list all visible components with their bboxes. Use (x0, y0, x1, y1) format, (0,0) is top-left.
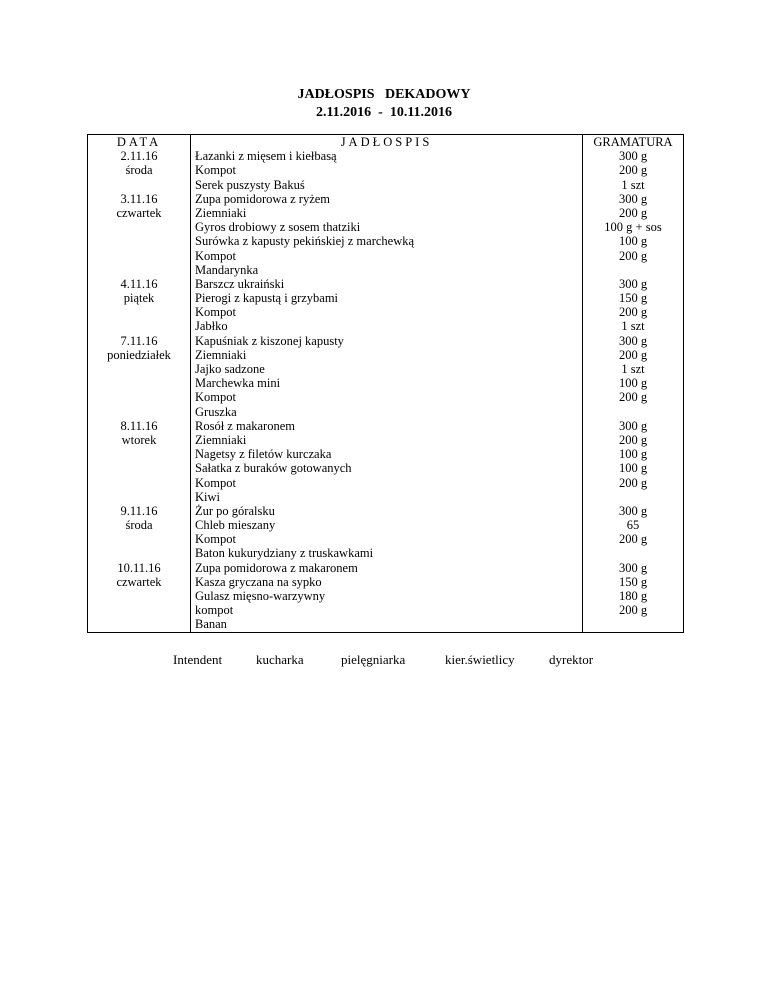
menu-table-row (88, 135, 684, 633)
day-date-block (92, 149, 186, 192)
day-weekday: czwartek (116, 205, 162, 220)
day-menu-block (195, 334, 578, 419)
menu-item: Łazanki z mięsem i kiełbasą (195, 149, 337, 164)
title-line-1: JADŁOSPIS DEKADOWY (297, 87, 471, 102)
day-date: 8.11.16 (120, 418, 158, 433)
gram-value: 150 g (618, 291, 648, 306)
menu-column (191, 135, 583, 633)
menu-item: Surówka z kapusty pekińskiej z marchewką (195, 234, 415, 249)
day-grams-block (587, 561, 679, 632)
menu-item: Kompot (195, 248, 236, 263)
day-date: 7.11.16 (120, 333, 158, 348)
day-weekday: czwartek (116, 574, 162, 589)
gram-value: 150 g (618, 574, 648, 589)
menu-item: Żur po góralsku (195, 503, 275, 518)
day-date-block (92, 419, 186, 504)
menu-item: Chleb mieszany (195, 518, 276, 533)
signature-kucharka: kucharka (256, 652, 304, 667)
gram-value: 100 g (618, 376, 648, 391)
gram-value: 200 g (618, 248, 648, 263)
menu-item: Kompot (195, 163, 236, 178)
menu-item: Jabłko (195, 319, 228, 334)
day-grams-block (587, 149, 679, 192)
menu-item: Nagetsy z filetów kurczaka (195, 447, 332, 462)
day-date-block (92, 277, 186, 334)
day-weekday: piątek (123, 291, 155, 306)
gram-value: 200 g (618, 432, 648, 447)
day-date-block (92, 561, 186, 632)
gram-value: 1 szt (621, 177, 645, 192)
gram-value: 200 g (618, 205, 648, 220)
menu-item: Kompot (195, 390, 236, 405)
menu-item: Jajko sadzone (195, 362, 265, 376)
menu-item: Marchewka mini (195, 376, 281, 391)
gram-value: 300 g (618, 276, 648, 291)
menu-item: Ziemniaki (195, 347, 247, 362)
signature-pielegniarka: pielęgniarka (341, 652, 406, 667)
gram-value: 200 g (618, 305, 648, 320)
menu-item: Kapuśniak z kiszonej kapusty (195, 333, 344, 348)
day-weekday: poniedziałek (107, 347, 171, 362)
gram-value: 200 g (618, 163, 648, 178)
day-date: 2.11.16 (120, 149, 158, 164)
day-grams-block (587, 504, 679, 561)
day-date: 3.11.16 (120, 191, 158, 206)
signature-kier-swietlicy: kier.świetlicy (445, 652, 515, 667)
day-grams-block (587, 277, 679, 334)
menu-item: Ziemniaki (195, 432, 247, 447)
menu-item: Sałatka z buraków gotowanych (195, 461, 352, 476)
day-menu-block (195, 504, 578, 561)
menu-item: Mandarynka (195, 262, 259, 277)
menu-item: Ziemniaki (195, 205, 247, 220)
menu-item: Rosół z makaronem (195, 418, 295, 433)
gram-value: 200 g (618, 390, 648, 405)
date-header: DATA (116, 135, 162, 149)
date-column (88, 135, 191, 633)
gram-value: 200 g (618, 475, 648, 490)
grams-header: GRAMATURA (593, 135, 673, 149)
menu-item: Pierogi z kapustą i grzybami (195, 291, 339, 306)
day-menu-block (195, 149, 578, 192)
menu-header: JADŁOSPIS (340, 135, 433, 149)
gram-value: 200 g (618, 532, 648, 547)
menu-item: kompot (195, 603, 234, 618)
menu-item: Banan (195, 617, 227, 632)
day-menu-block (195, 277, 578, 334)
menu-item: Serek puszysty Bakuś (195, 177, 305, 192)
gram-value: 300 g (618, 191, 648, 206)
day-weekday: wtorek (121, 432, 157, 447)
menu-item: Kompot (195, 532, 236, 547)
menu-item: Kiwi (195, 489, 220, 504)
grams-column (583, 135, 684, 633)
day-menu-block (195, 561, 578, 632)
gram-value: 200 g (618, 603, 648, 618)
menu-table (87, 134, 684, 633)
menu-item: Gulasz mięsno-warzywny (195, 589, 326, 603)
gram-value: 1 szt (621, 319, 645, 334)
signature-intendent: Intendent (173, 652, 223, 667)
gram-value: 300 g (618, 333, 648, 348)
gram-value: 180 g (618, 589, 648, 603)
document-title (0, 86, 768, 122)
menu-item: Zupa pomidorowa z ryżem (195, 191, 331, 206)
day-menu-block (195, 419, 578, 504)
day-weekday: środa (125, 163, 153, 178)
gram-value: 300 g (618, 503, 648, 518)
menu-item: Zupa pomidorowa z makaronem (195, 560, 358, 575)
menu-item: Baton kukurydziany z truskawkami (195, 546, 374, 561)
title-date-range: 2.11.2016 - 10.11.2016 (315, 105, 453, 120)
menu-item: Barszcz ukraiński (195, 276, 285, 291)
day-date: 4.11.16 (120, 276, 158, 291)
day-date: 10.11.16 (117, 560, 161, 575)
day-date: 9.11.16 (120, 503, 158, 518)
day-weekday: środa (125, 518, 153, 533)
gram-value: 100 g (618, 461, 648, 476)
gram-value: 65 (626, 518, 640, 533)
gram-value: 300 g (618, 560, 648, 575)
signature-dyrektor: dyrektor (549, 652, 594, 667)
day-date-block (92, 334, 186, 419)
menu-item: Kasza gryczana na sypko (195, 574, 322, 589)
day-date-block (92, 192, 186, 277)
day-menu-block (195, 192, 578, 277)
menu-item: Gyros drobiowy z sosem thatziki (195, 220, 361, 235)
gram-value: 100 g (618, 234, 648, 249)
gram-value: 1 szt (621, 362, 645, 376)
gram-value: 300 g (618, 418, 648, 433)
day-grams-block (587, 192, 679, 277)
gram-value: 100 g + sos (604, 220, 662, 235)
menu-item: Kompot (195, 475, 236, 490)
menu-item: Kompot (195, 305, 236, 320)
day-grams-block (587, 334, 679, 419)
day-grams-block (587, 419, 679, 504)
gram-value: 200 g (618, 347, 648, 362)
menu-item: Gruszka (195, 404, 237, 419)
gram-value: 300 g (618, 149, 648, 164)
gram-value: 100 g (618, 447, 648, 462)
day-date-block (92, 504, 186, 561)
